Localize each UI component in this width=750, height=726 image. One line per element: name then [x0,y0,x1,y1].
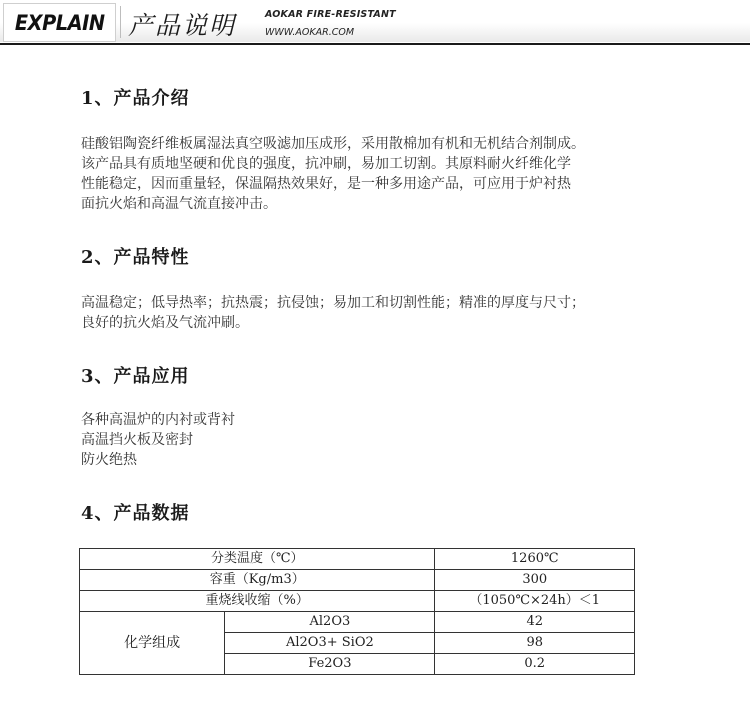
table-cell-value: （1050℃×24h）＜1 [435,591,635,612]
table-cell-label: 分类温度（℃） [80,549,435,570]
explain-badge [3,3,116,42]
table-cell-value: 0.2 [435,654,635,675]
banner-divider [120,6,121,38]
banner-rule [0,43,750,45]
section-title-data: 4、产品数据 [81,503,190,524]
table-cell-label: Al2O3+ SiO2 [225,633,435,654]
text-line: 高温稳定；低导热率；抗热震；抗侵蚀；易加工和切割性能；精准的厚度与尺寸； [81,295,585,311]
text-line: 各种高温炉的内衬或背衬 [81,412,235,428]
section-title-intro: 1、产品介绍 [81,88,190,109]
page-title: 产品说明 [128,11,237,40]
text-line: 防火绝热 [81,452,137,468]
table-row [80,570,635,591]
text-line: 面抗火焰和高温气流直接冲击。 [81,196,277,212]
text-line: 性能稳定，因而重量轻，保温隔热效果好，是一种多用途产品，可应用于炉衬热 [81,176,571,192]
header-banner [0,0,750,46]
text-line: 良好的抗火焰及气流冲刷。 [81,315,249,331]
table-cell-group: 化学组成 [80,612,225,675]
table-cell-value: 42 [435,612,635,633]
table-cell-label: 容重（Kg/m3） [80,570,435,591]
text-line: 高温挡火板及密封 [81,432,193,448]
table-cell-label: Fe2O3 [225,654,435,675]
table-row [80,549,635,570]
brand-url: WWW.AOKAR.COM [265,27,355,38]
table-cell-value: 98 [435,633,635,654]
text-line: 硅酸铝陶瓷纤维板属湿法真空吸滤加压成形，采用散棉加有机和无机结合剂制成。 [81,136,585,152]
product-data-table [79,548,635,675]
table-cell-value: 300 [435,570,635,591]
table-row [80,591,635,612]
section-title-applications: 3、产品应用 [81,366,190,387]
section-text-intro [81,134,681,214]
section-text-features [81,293,681,333]
explain-label: EXPLAIN [14,10,105,35]
section-text-applications [81,410,681,470]
section-title-features: 2、产品特性 [81,247,190,268]
table-cell-label: Al2O3 [225,612,435,633]
text-line: 该产品具有质地坚硬和优良的强度，抗冲刷，易加工切割。其原料耐火纤维化学 [81,156,571,172]
brand-name: AOKAR FIRE-RESISTANT [265,9,396,20]
table-row [80,612,635,633]
table-cell-value: 1260℃ [435,549,635,570]
table-cell-label: 重烧线收缩（%） [80,591,435,612]
